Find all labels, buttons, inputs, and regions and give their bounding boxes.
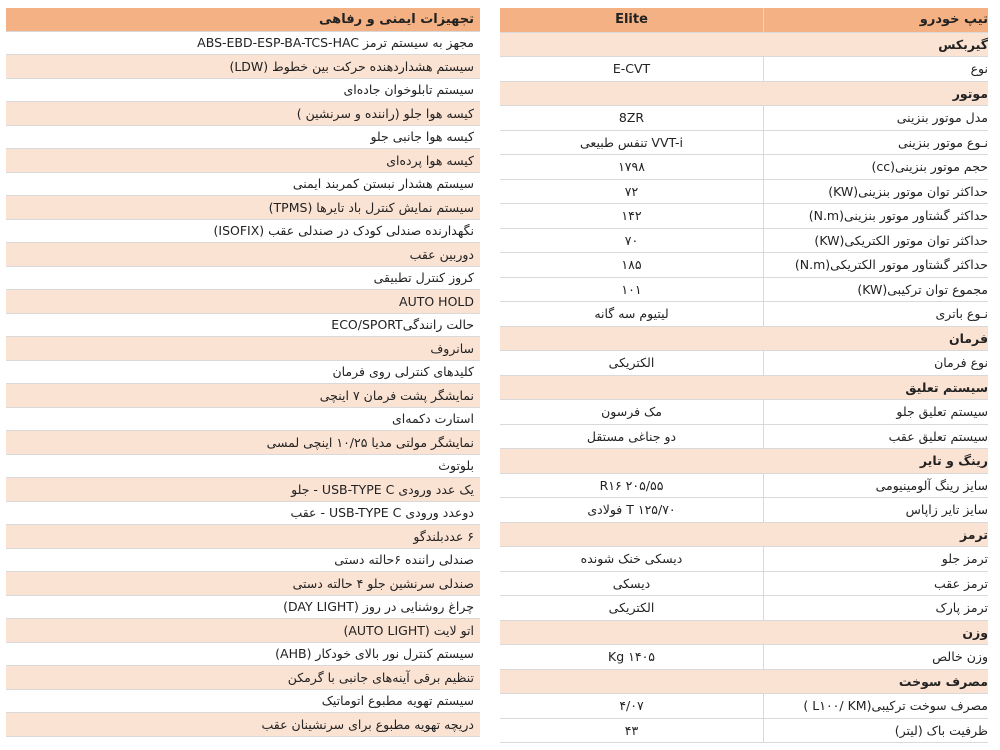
safety-feature-row [6, 455, 480, 479]
safety-feature-text: سیستم هشداردهنده حرکت بین خطوط (LDW) [229, 58, 474, 74]
safety-feature-row [6, 337, 480, 361]
spec-label: سایز رینگ آلومینیومی [763, 474, 988, 498]
spec-row [500, 278, 988, 303]
safety-feature-row [6, 408, 480, 432]
safety-feature-text: یک عدد ورودی USB-TYPE C - جلو [291, 481, 474, 497]
spec-row [500, 474, 988, 499]
spec-value: 8ZR [618, 110, 645, 126]
safety-feature-text: سیستم کنترل نور بالای خودکار (AHB) [275, 646, 474, 662]
spec-value: مک فرسون [601, 404, 662, 420]
safety-feature-row [6, 314, 480, 338]
safety-feature-text: مجهز به سیستم ترمز ABS-EBD-ESP-BA-TCS-HAC [197, 35, 474, 51]
spec-label: سیستم تعلیق عقب [763, 425, 988, 449]
spec-section-header [500, 621, 988, 646]
safety-feature-text: چراغ روشنایی در روز (DAY LIGHT) [283, 599, 474, 615]
safety-feature-row [6, 384, 480, 408]
spec-value: T ۱۲۵/۷۰ فولادی [587, 502, 676, 518]
safety-feature-row [6, 478, 480, 502]
safety-feature-row [6, 149, 480, 173]
spec-section-header [500, 523, 988, 548]
spec-section-title: ترمز [960, 526, 988, 542]
spec-row [500, 596, 988, 621]
safety-feature-row [6, 690, 480, 714]
safety-feature-text: کیسه هوا پرده‌ای [386, 152, 474, 168]
safety-feature-text: حالت رانندگیECO/SPORT [331, 317, 474, 333]
trim-name: Elite [615, 12, 648, 28]
spec-value: ۲۰۵/۵۵ R۱۶ [599, 477, 664, 493]
spec-value: الکتریکی [608, 355, 655, 371]
safety-feature-row [6, 196, 480, 220]
spec-row [500, 498, 988, 523]
spec-value: لیتیوم سه گانه [594, 306, 669, 322]
spec-section-title: مصرف سوخت [898, 673, 988, 689]
spec-section-title: سیستم تعلیق [905, 379, 988, 395]
spec-section-title: فرمان [948, 330, 988, 346]
spec-label: حداکثر توان موتور بنزینی(KW) [763, 180, 988, 204]
safety-feature-row [6, 643, 480, 667]
spec-row [500, 400, 988, 425]
spec-label: ترمز عقب [763, 572, 988, 596]
safety-feature-row [6, 243, 480, 267]
spec-section-header [500, 82, 988, 107]
spec-label: نوع [763, 57, 988, 81]
safety-feature-row [6, 102, 480, 126]
spec-label: حداکثر توان موتور الکتریکی(KW) [763, 229, 988, 253]
spec-value: VVT-i تنفس طبیعی [580, 134, 683, 150]
vehicle-specs-header [500, 8, 988, 33]
spec-label: مجموع توان ترکیبی(KW) [763, 278, 988, 302]
safety-feature-row [6, 549, 480, 573]
spec-label: ظرفیت باک (لیتر) [763, 719, 988, 743]
safety-feature-row [6, 79, 480, 103]
safety-feature-row [6, 502, 480, 526]
spec-label: ترمز پارک [763, 596, 988, 620]
safety-feature-row [6, 361, 480, 385]
safety-features-table [6, 8, 480, 737]
safety-feature-text: سیستم تهویه مطبوع اتوماتیک [321, 693, 474, 709]
spec-row [500, 180, 988, 205]
safety-feature-row [6, 619, 480, 643]
spec-value: الکتریکی [608, 600, 655, 616]
spec-label: مصرف سوخت ترکیبی(L۱۰۰/ KM ) [763, 694, 988, 718]
spec-value: ۷۰ [624, 232, 639, 248]
safety-feature-text: صندلی راننده ۶حالته دستی [334, 552, 474, 568]
spec-label: مدل موتور بنزینی [763, 106, 988, 130]
spec-section-header [500, 33, 988, 58]
safety-feature-row [6, 525, 480, 549]
spec-section-title: رینگ و تایر [919, 453, 988, 469]
spec-section-header [500, 670, 988, 695]
spec-row [500, 253, 988, 278]
spec-row [500, 204, 988, 229]
spec-row [500, 351, 988, 376]
spec-value: ۱۴۰۵ Kg [608, 649, 655, 665]
spec-row [500, 155, 988, 180]
spec-label: وزن خالص [763, 645, 988, 669]
safety-feature-text: کیسه هوا جلو (راننده و سرنشین ) [296, 105, 474, 121]
vehicle-type-title: تیپ خودرو [763, 8, 988, 32]
safety-feature-row [6, 220, 480, 244]
spec-row [500, 57, 988, 82]
spec-row [500, 719, 988, 744]
safety-feature-row [6, 55, 480, 79]
safety-feature-row [6, 596, 480, 620]
spec-value: ۴/۰۷ [619, 698, 644, 714]
safety-feature-row [6, 572, 480, 596]
safety-feature-row [6, 267, 480, 291]
spec-section-title: گیربکس [938, 36, 988, 52]
spec-value: ۱۸۵ [621, 257, 642, 273]
spec-section-header [500, 327, 988, 352]
spec-value: ۴۳ [624, 722, 639, 738]
spec-row [500, 572, 988, 597]
vehicle-specs-table [500, 8, 988, 743]
safety-features-header [6, 8, 480, 32]
spec-label: نوع فرمان [763, 351, 988, 375]
spec-label: حجم موتور بنزینی(cc) [763, 155, 988, 179]
spec-label: سیستم تعلیق جلو [763, 400, 988, 424]
spec-value: ۷۲ [624, 183, 639, 199]
spec-label: ترمز جلو [763, 547, 988, 571]
safety-feature-text: اتو لایت (AUTO LIGHT) [343, 622, 474, 638]
safety-feature-text: نمایشگر مولتی مدیا ۱۰/۲۵ اینچی لمسی [266, 434, 474, 450]
spec-section-header [500, 376, 988, 401]
safety-feature-row [6, 32, 480, 56]
safety-feature-text: ۶ عددبلندگو [413, 528, 474, 544]
spec-section-header [500, 449, 988, 474]
safety-feature-text: بلوتوث [438, 458, 474, 474]
safety-feature-text: نمایشگر پشت فرمان ۷ اینچی [319, 387, 474, 403]
safety-feature-text: استارت دکمه‌ای [391, 411, 474, 427]
safety-feature-row [6, 713, 480, 737]
spec-value: ۱۴۲ [621, 208, 642, 224]
spec-label: حداکثر گشتاور موتور بنزینی(N.m) [763, 204, 988, 228]
safety-feature-row [6, 431, 480, 455]
safety-feature-text: دوربین عقب [409, 246, 474, 262]
spec-value: ۱۷۹۸ [618, 159, 645, 175]
safety-feature-row [6, 666, 480, 690]
safety-feature-row [6, 290, 480, 314]
safety-feature-text: سانروف [430, 340, 474, 356]
spec-label: حداکثر گشتاور موتور الکتریکی(N.m) [763, 253, 988, 277]
spec-row [500, 694, 988, 719]
safety-feature-text: سیستم نمایش کنترل باد تایرها (TPMS) [268, 199, 474, 215]
spec-label: سایز تایر زاپاس [763, 498, 988, 522]
safety-feature-text: کروز کنترل تطبیقی [373, 270, 474, 286]
spec-row [500, 645, 988, 670]
spec-value: دیسکی [612, 575, 651, 591]
safety-feature-text: کیسه هوا جانبی جلو [370, 129, 474, 145]
safety-feature-row [6, 126, 480, 150]
safety-feature-text: AUTO HOLD [399, 293, 474, 309]
spec-section-title: وزن [962, 624, 988, 640]
spec-value: E-CVT [612, 61, 651, 77]
spec-row [500, 425, 988, 450]
safety-feature-text: سیستم هشدار نبستن کمربند ایمنی [292, 176, 474, 192]
spec-row [500, 229, 988, 254]
safety-feature-text: نگهدارنده صندلی کودک در صندلی عقب (ISOFIX) [213, 223, 474, 239]
safety-feature-text: تنظیم برقی آینه‌های جانبی با گرمکن [287, 669, 474, 685]
spec-label: نـوع باتری [763, 302, 988, 326]
safety-features-title: تجهیزات ایمنی و رفاهی [319, 11, 474, 27]
safety-feature-row [6, 173, 480, 197]
spec-row [500, 106, 988, 131]
safety-feature-text: کلیدهای کنترلی روی فرمان [332, 364, 474, 380]
safety-feature-text: دریچه تهویه مطبوع برای سرنشینان عقب [261, 716, 474, 732]
spec-label: نـوع موتور بنزینی [763, 131, 988, 155]
spec-value: دو جناغی مستقل [586, 428, 677, 444]
spec-value: دیسکی خنک شونده [580, 551, 683, 567]
spec-section-title: موتور [952, 85, 988, 101]
spec-row [500, 131, 988, 156]
spec-value: ۱۰۱ [621, 281, 642, 297]
safety-feature-text: دوعدد ورودی USB-TYPE C - عقب [290, 505, 474, 521]
spec-row [500, 547, 988, 572]
safety-feature-text: سیستم تابلوخوان جاده‌ای [343, 82, 474, 98]
spec-row [500, 302, 988, 327]
safety-feature-text: صندلی سرنشین جلو ۴ حالته دستی [292, 575, 474, 591]
